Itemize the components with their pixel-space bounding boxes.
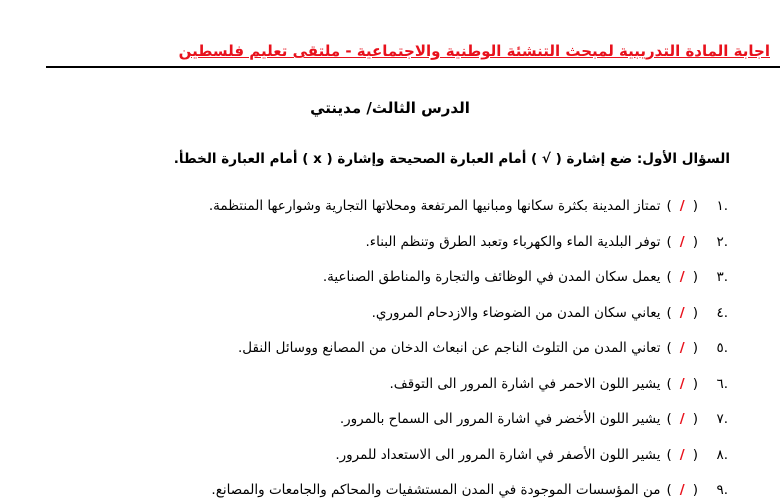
close-paren: ) [666,482,672,498]
close-paren: ) [666,304,672,321]
header-divider [46,66,780,68]
close-paren: ) [666,340,672,356]
answer-mark: / [679,304,685,321]
close-paren: ) [666,411,672,427]
list-item [209,376,728,412]
open-paren: ( [692,198,698,214]
open-paren: ( [692,340,698,356]
open-paren: ( [692,411,698,427]
item-number: .٥ [716,340,728,356]
item-statement: من المؤسسات الموجودة في المدن المستشفيات والمحاكم والجامعات والمصانع. [211,482,661,498]
list-item [209,482,728,500]
item-statement: يشير اللون الأخضر في اشارة المرور الى السماح بالمرور. [339,411,661,427]
open-paren: ( [692,269,698,285]
item-number: .٧ [716,411,728,427]
close-paren: ) [666,375,672,392]
answer-mark: / [679,411,685,427]
item-statement: يعاني سكان المدن من الضوضاء والازدحام المروري. [371,304,661,321]
item-number: .٣ [716,269,728,285]
open-paren: ( [692,482,698,498]
list-item [209,340,728,376]
item-number: .٤ [716,304,728,321]
item-statement: توفر البلدية الماء والكهرباء وتعبد الطرق وتنظم البناء. [365,233,661,250]
answer-mark: / [679,233,685,250]
item-statement: يعمل سكان المدن في الوظائف والتجارة والمناطق الصناعية. [322,269,661,285]
answer-mark: / [679,340,685,356]
open-paren: ( [692,233,698,250]
lesson-title: الدرس الثالث/ مدينتي [310,99,470,117]
list-item [209,447,728,483]
item-number: .٩ [716,482,728,498]
list-item [209,411,728,447]
item-number: .٦ [716,375,728,392]
close-paren: ) [666,198,672,214]
list-item [209,269,728,305]
answer-mark: / [679,482,685,498]
item-statement: يشير اللون الاحمر في اشارة المرور الى التوقف. [389,375,661,392]
answer-list [209,198,728,500]
close-paren: ) [666,446,672,463]
answer-mark: / [679,375,685,392]
close-paren: ) [666,269,672,285]
answer-mark: / [679,198,685,214]
item-number: .١ [716,198,728,214]
item-statement: تعاني المدن من التلوث الناجم عن انبعاث الدخان من المصانع ووسائل النقل. [238,340,661,356]
open-paren: ( [692,375,698,392]
item-number: .٨ [716,446,728,463]
list-item [209,234,728,270]
list-item [209,305,728,341]
item-number: .٢ [716,233,728,250]
open-paren: ( [692,446,698,463]
answer-mark: / [679,446,685,463]
item-statement: تمتاز المدينة بكثرة سكانها ومبانيها المرتفعة ومحلاتها التجارية وشوارعها المنتظمة. [208,198,661,214]
item-statement: يشير اللون الأصفر في اشارة المرور الى الاستعداد للمرور. [335,446,661,463]
header-title: اجابة المادة التدريبية لمبحث التنشئة الوطنية والاجتماعية - ملتقى تعليم فلسطين [178,42,770,60]
question-instruction: السؤال الأول: ضع إشارة ( √ ) أمام العبارة الصحيحة وإشارة ( x ) أمام العبارة الخطأ. [173,151,730,167]
open-paren: ( [692,304,698,321]
answer-mark: / [679,269,685,285]
close-paren: ) [666,233,672,250]
list-item [209,198,728,234]
